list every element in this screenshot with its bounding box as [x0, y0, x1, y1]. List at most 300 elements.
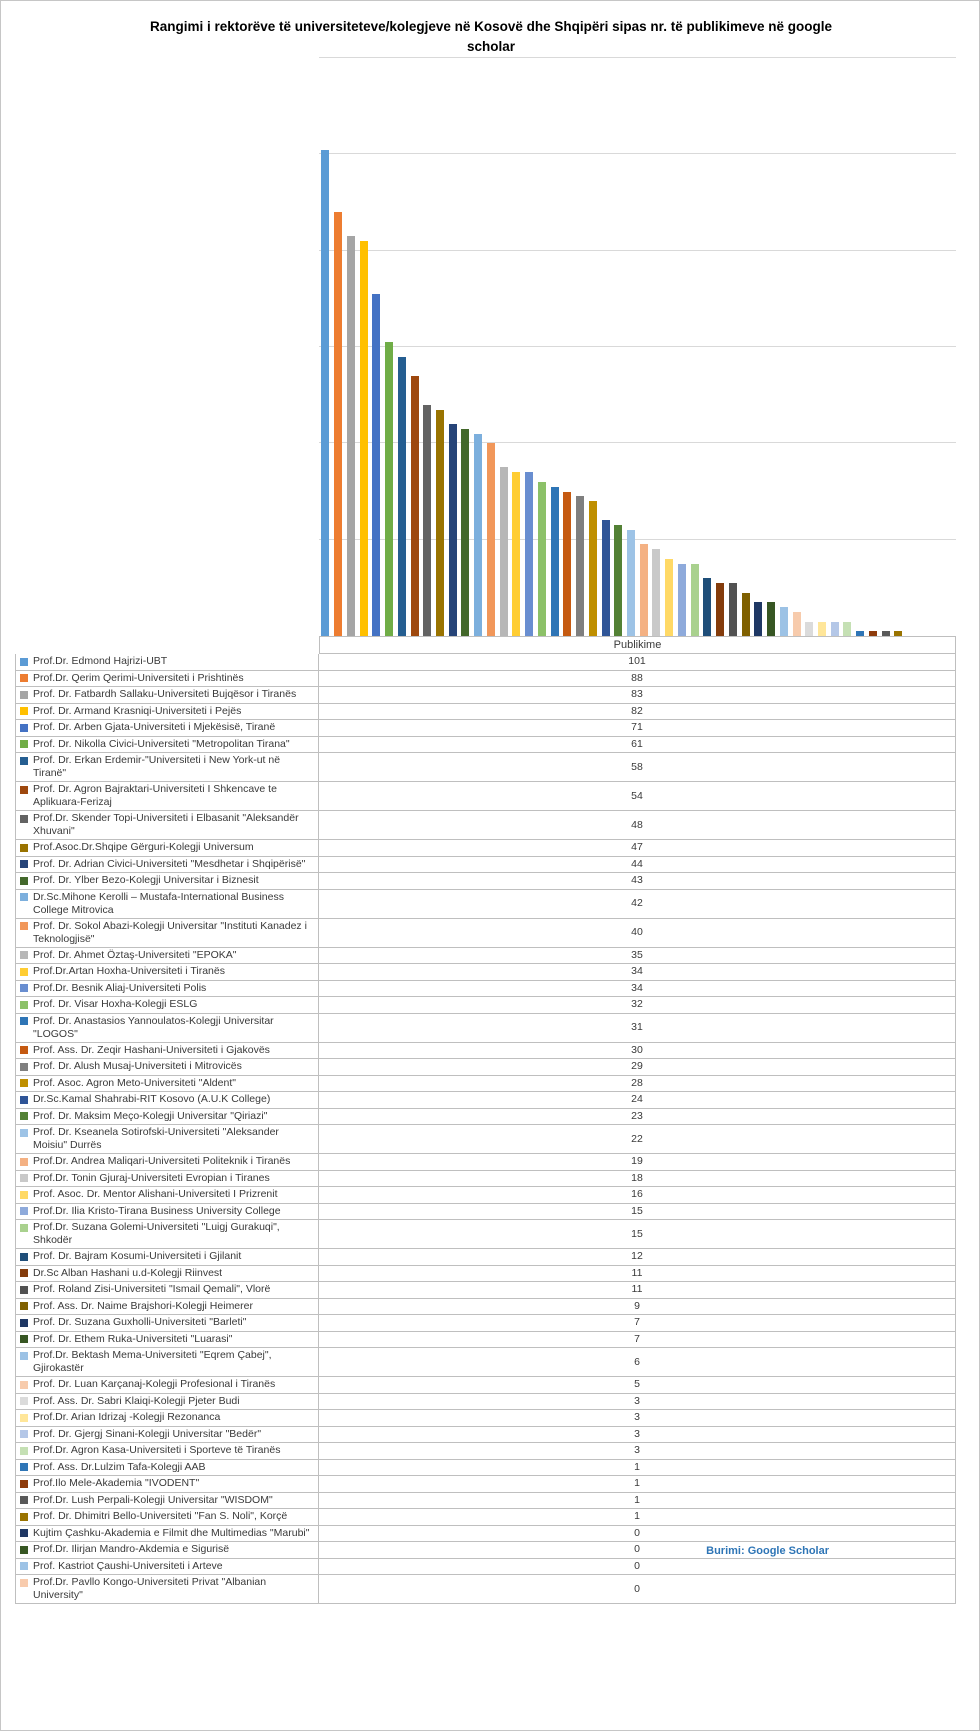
table-row	[15, 753, 956, 782]
rector-name-cell	[15, 1476, 319, 1493]
legend-color-swatch	[20, 1480, 28, 1488]
rector-name: Prof.Dr. Skender Topi-Universiteti i Elbasanit "Aleksandër Xhuvani"	[33, 812, 299, 837]
bar	[703, 578, 711, 636]
rector-name: Prof. Dr. Bajram Kosumi-Universiteti i Gjilanit	[33, 1250, 242, 1263]
rector-name: Prof.Dr. Ilirjan Mandro-Akdemia e Sigurisë	[33, 1543, 230, 1556]
rector-name: Prof.Dr. Suzana Golemi-Universiteti "Luigj Gurakuqi", Shkodër	[33, 1221, 280, 1246]
rector-name-cell	[15, 1059, 319, 1076]
rector-name: Prof.Ilo Mele-Akademia "IVODENT"	[33, 1477, 200, 1490]
rector-name: Prof. Dr. Agron Bajraktari-Universiteti I Shkencave te Aplikuara-Ferizaj	[33, 783, 277, 808]
publications-count: 23	[319, 1109, 956, 1126]
table-row	[15, 1154, 956, 1171]
bar	[665, 559, 673, 636]
rector-name-cell	[15, 1460, 319, 1477]
table-header-row	[15, 636, 956, 654]
legend-color-swatch	[20, 951, 28, 959]
table-row	[15, 1171, 956, 1188]
table-row	[15, 1377, 956, 1394]
publications-count: 11	[319, 1266, 956, 1283]
bar	[321, 150, 329, 636]
value-column-header: Publikime	[319, 636, 956, 654]
rector-name-cell	[15, 1315, 319, 1332]
rector-name-cell	[15, 981, 319, 998]
rector-name: Prof. Dr. Fatbardh Sallaku-Universiteti Bujqësor i Tiranës	[33, 688, 297, 701]
table-row	[15, 671, 956, 688]
bar	[563, 492, 571, 637]
rector-name: Prof.Dr. Andrea Maliqari-Universiteti Politeknik i Tiranës	[33, 1155, 291, 1168]
legend-color-swatch	[20, 1546, 28, 1554]
legend-color-swatch	[20, 1463, 28, 1471]
rector-name: Prof.Dr. Ilia Kristo-Tirana Business University College	[33, 1204, 281, 1217]
rector-name: Prof. Ass. Dr.Lulzim Tafa-Kolegji AAB	[33, 1460, 206, 1473]
rector-name-cell	[15, 1171, 319, 1188]
rector-name: Prof. Dr. Suzana Guxholli-Universiteti "Barleti"	[33, 1316, 247, 1329]
header-empty-cell	[15, 636, 319, 654]
rector-name: Dr.Sc Alban Hashani u.d-Kolegji Riinvest	[33, 1266, 223, 1279]
bar	[449, 424, 457, 636]
rector-name-cell	[15, 997, 319, 1014]
rector-name: Dr.Sc.Kamal Shahrabi-RIT Kosovo (A.U.K College)	[33, 1093, 271, 1106]
rector-name: Prof. Dr. Dhimitri Bello-Universiteti "Fan S. Noli", Korçë	[33, 1510, 288, 1523]
publications-count: 1	[319, 1493, 956, 1510]
publications-count: 22	[319, 1125, 956, 1154]
table-row	[15, 964, 956, 981]
legend-color-swatch	[20, 1063, 28, 1071]
table-row	[15, 782, 956, 811]
rector-name-cell	[15, 948, 319, 965]
legend-color-swatch	[20, 1579, 28, 1587]
bar	[767, 602, 775, 636]
publications-count: 47	[319, 840, 956, 857]
bar	[691, 564, 699, 636]
rector-name-cell	[15, 1410, 319, 1427]
legend-color-swatch	[20, 1253, 28, 1261]
bar	[716, 583, 724, 636]
legend-color-swatch	[20, 1286, 28, 1294]
rector-name: Prof. Dr. Kseanela Sotirofski-Universiteti "Aleksander Moisiu" Durrës	[33, 1126, 279, 1151]
publications-count: 9	[319, 1299, 956, 1316]
rector-name: Prof. Dr. Erkan Erdemir-"Universiteti i New York-ut në Tiranë"	[33, 754, 281, 779]
rector-name: Prof. Dr. Ethem Ruka-Universiteti "Luarasi"	[33, 1332, 233, 1345]
legend-color-swatch	[20, 1335, 28, 1343]
rector-name: Prof. Dr. Alush Musaj-Universiteti i Mitrovicës	[33, 1060, 242, 1073]
bar	[576, 496, 584, 636]
publications-count: 0	[319, 1526, 956, 1543]
rector-name: Prof. Dr. Nikolla Civici-Universiteti "Metropolitan Tirana"	[33, 737, 290, 750]
rector-name: Prof. Asoc. Dr. Mentor Alishani-Universiteti I Prizrenit	[33, 1188, 278, 1201]
legend-color-swatch	[20, 1269, 28, 1277]
chart-title: Rangimi i rektorëve të universiteteve/kolegjeve në Kosovë dhe Shqipëri sipas nr. të publikimeve në google scholar	[150, 19, 832, 54]
rector-name-cell	[15, 1526, 319, 1543]
legend-color-swatch	[20, 1191, 28, 1199]
rector-name: Prof.Dr.Artan Hoxha-Universiteti i Tiranës	[33, 965, 225, 978]
bar	[512, 472, 520, 636]
bar	[640, 544, 648, 636]
rector-name-cell	[15, 1043, 319, 1060]
publications-count: 3	[319, 1410, 956, 1427]
rector-name: Prof.Dr. Edmond Hajrizi-UBT	[33, 655, 168, 668]
table-row	[15, 687, 956, 704]
rector-name: Prof. Dr. Gjergj Sinani-Kolegji Universitar "Bedër"	[33, 1427, 262, 1440]
publications-count: 19	[319, 1154, 956, 1171]
bar	[627, 530, 635, 636]
legend-color-swatch	[20, 1017, 28, 1025]
table-row	[15, 811, 956, 840]
rector-name-cell	[15, 704, 319, 721]
table-row	[15, 1460, 956, 1477]
table-row	[15, 1509, 956, 1526]
publications-count: 3	[319, 1394, 956, 1411]
legend-color-swatch	[20, 1496, 28, 1504]
table-row	[15, 1332, 956, 1349]
rector-name-cell	[15, 873, 319, 890]
table-row	[15, 1249, 956, 1266]
publications-count: 32	[319, 997, 956, 1014]
rector-name-cell	[15, 1542, 319, 1559]
rector-name: Prof. Dr. Arben Gjata-Universiteti i Mjekësisë, Tiranë	[33, 721, 276, 734]
table-row	[15, 1410, 956, 1427]
rector-name: Prof.Dr. Lush Perpali-Kolegji Universitar "WISDOM"	[33, 1493, 273, 1506]
rector-name: Prof. Roland Zisi-Universiteti "Ismail Qemali", Vlorë	[33, 1283, 271, 1296]
publications-count: 34	[319, 964, 956, 981]
rector-name: Prof.Dr. Pavllo Kongo-Universiteti Privat "Albanian University"	[33, 1576, 267, 1601]
publications-count: 71	[319, 720, 956, 737]
rector-name: Prof.Dr. Bektash Mema-Universiteti "Eqrem Çabej", Gjirokastër	[33, 1349, 272, 1374]
rector-name-cell	[15, 1427, 319, 1444]
rector-name: Prof. Asoc. Agron Meto-Universiteti "Aldent"	[33, 1076, 236, 1089]
rector-name-cell	[15, 811, 319, 840]
table-row	[15, 1394, 956, 1411]
publications-count: 82	[319, 704, 956, 721]
bar	[780, 607, 788, 636]
publications-count: 44	[319, 857, 956, 874]
legend-color-swatch	[20, 1352, 28, 1360]
rector-name-cell	[15, 1076, 319, 1093]
rector-name-cell	[15, 1092, 319, 1109]
legend-color-swatch	[20, 1447, 28, 1455]
table-row	[15, 981, 956, 998]
table-row	[15, 1493, 956, 1510]
legend-color-swatch	[20, 691, 28, 699]
table-row	[15, 1059, 956, 1076]
table-row	[15, 1282, 956, 1299]
table-row	[15, 1348, 956, 1377]
publications-count: 3	[319, 1443, 956, 1460]
rector-name: Prof.Dr. Qerim Qerimi-Universiteti i Prishtinës	[33, 671, 244, 684]
legend-color-swatch	[20, 1079, 28, 1087]
table-row	[15, 1014, 956, 1043]
rector-name-cell	[15, 857, 319, 874]
bar	[411, 376, 419, 636]
rector-name-cell	[15, 840, 319, 857]
bar	[423, 405, 431, 636]
bar	[487, 443, 495, 636]
publications-count: 40	[319, 919, 956, 948]
table-row	[15, 1427, 956, 1444]
table-row	[15, 919, 956, 948]
rector-name-cell	[15, 1154, 319, 1171]
table-row	[15, 1526, 956, 1543]
publications-count: 6	[319, 1348, 956, 1377]
bar	[754, 602, 762, 636]
publications-count: 0	[319, 1542, 956, 1559]
legend-color-swatch	[20, 1129, 28, 1137]
legend-table	[15, 636, 956, 1604]
publications-count: 101	[319, 654, 956, 671]
publications-count: 11	[319, 1282, 956, 1299]
bar	[474, 434, 482, 636]
rector-name: Prof. Ass. Dr. Sabri Klaiqi-Kolegji Pjeter Budi	[33, 1394, 240, 1407]
legend-color-swatch	[20, 893, 28, 901]
table-row	[15, 1299, 956, 1316]
rector-name-cell	[15, 1282, 319, 1299]
legend-color-swatch	[20, 1319, 28, 1327]
bar	[818, 622, 826, 636]
rector-name-cell	[15, 1493, 319, 1510]
bar	[334, 212, 342, 636]
publications-count: 1	[319, 1509, 956, 1526]
bar	[831, 622, 839, 636]
rector-name-cell	[15, 1014, 319, 1043]
bar	[589, 501, 597, 636]
publications-count: 31	[319, 1014, 956, 1043]
bar	[500, 467, 508, 636]
legend-color-swatch	[20, 1414, 28, 1422]
publications-count: 5	[319, 1377, 956, 1394]
rector-name: Prof. Ass. Dr. Zeqir Hashani-Universiteti i Gjakovës	[33, 1043, 270, 1056]
publications-count: 28	[319, 1076, 956, 1093]
rector-name: Prof. Dr. Maksim Meço-Kolegji Universitar "Qiriazi"	[33, 1109, 268, 1122]
bar	[793, 612, 801, 636]
bar	[347, 236, 355, 636]
publications-count: 1	[319, 1460, 956, 1477]
publications-count: 0	[319, 1559, 956, 1576]
rector-name: Prof. Dr. Luan Karçanaj-Kolegji Profesional i Tiranës	[33, 1378, 276, 1391]
rector-name-cell	[15, 1509, 319, 1526]
bar	[398, 357, 406, 636]
rector-name: Prof. Dr. Adrian Civici-Universiteti "Mesdhetar i Shqipërisë"	[33, 857, 306, 870]
publications-count: 12	[319, 1249, 956, 1266]
rector-name-cell	[15, 782, 319, 811]
table-row	[15, 1109, 956, 1126]
bar	[805, 622, 813, 636]
bar	[461, 429, 469, 636]
source-note: Burimi: Google Scholar	[706, 1545, 829, 1557]
rector-name: Prof. Dr. Ylber Bezo-Kolegji Universitar i Biznesit	[33, 874, 259, 887]
legend-color-swatch	[20, 877, 28, 885]
rector-name-cell	[15, 1125, 319, 1154]
rector-name-cell	[15, 1394, 319, 1411]
publications-count: 7	[319, 1332, 956, 1349]
rector-name: Prof. Kastriot Çaushi-Universiteti i Arteve	[33, 1559, 223, 1572]
bar	[385, 342, 393, 636]
rector-name-cell	[15, 1332, 319, 1349]
rector-name-cell	[15, 1299, 319, 1316]
legend-color-swatch	[20, 1158, 28, 1166]
table-row	[15, 1092, 956, 1109]
table-row	[15, 1204, 956, 1221]
bar	[538, 482, 546, 636]
table-row	[15, 720, 956, 737]
bar	[678, 564, 686, 636]
legend-color-swatch	[20, 922, 28, 930]
legend-color-swatch	[20, 1302, 28, 1310]
table-row	[15, 1125, 956, 1154]
legend-color-swatch	[20, 1430, 28, 1438]
rector-name: Prof.Dr. Agron Kasa-Universiteti i Sporteve të Tiranës	[33, 1444, 281, 1457]
bar	[614, 525, 622, 636]
rector-name: Kujtim Çashku-Akademia e Filmit dhe Multimedias "Marubi"	[33, 1526, 310, 1539]
publications-count: 24	[319, 1092, 956, 1109]
table-row	[15, 1043, 956, 1060]
publications-count: 58	[319, 753, 956, 782]
rector-name-cell	[15, 753, 319, 782]
publications-count: 48	[319, 811, 956, 840]
legend-color-swatch	[20, 674, 28, 682]
rector-name-cell	[15, 1204, 319, 1221]
rector-name: Prof. Ass. Dr. Naime Brajshori-Kolegji Heimerer	[33, 1299, 253, 1312]
publications-count: 29	[319, 1059, 956, 1076]
table-row	[15, 1220, 956, 1249]
legend-color-swatch	[20, 658, 28, 666]
bar	[602, 520, 610, 636]
publications-count: 34	[319, 981, 956, 998]
table-row	[15, 948, 956, 965]
rector-name: Prof.Asoc.Dr.Shqipe Gërguri-Kolegji Universum	[33, 841, 254, 854]
publications-count: 3	[319, 1427, 956, 1444]
rector-name-cell	[15, 1109, 319, 1126]
legend-color-swatch	[20, 1207, 28, 1215]
chart-plot-area	[319, 58, 956, 637]
rector-name-cell	[15, 1249, 319, 1266]
publications-count: 15	[319, 1220, 956, 1249]
legend-color-swatch	[20, 707, 28, 715]
bar-series	[319, 58, 956, 636]
table-row	[15, 857, 956, 874]
rector-name: Prof. Dr. Sokol Abazi-Kolegji Universitar "Instituti Kanadez i Teknologjisë"	[33, 919, 307, 945]
table-row	[15, 1575, 956, 1604]
bar	[436, 410, 444, 636]
publications-count: 54	[319, 782, 956, 811]
rector-name-cell	[15, 737, 319, 754]
table-row	[15, 873, 956, 890]
rector-name-cell	[15, 1575, 319, 1604]
legend-color-swatch	[20, 984, 28, 992]
legend-color-swatch	[20, 1513, 28, 1521]
bar	[742, 593, 750, 636]
legend-color-swatch	[20, 740, 28, 748]
table-row	[15, 704, 956, 721]
bar	[360, 241, 368, 636]
rector-name-cell	[15, 687, 319, 704]
rector-name-cell	[15, 654, 319, 671]
legend-color-swatch	[20, 968, 28, 976]
table-row	[15, 1315, 956, 1332]
rector-name: Prof. Dr. Armand Krasniqi-Universiteti i Pejës	[33, 704, 242, 717]
publications-count: 43	[319, 873, 956, 890]
rector-name-cell	[15, 1187, 319, 1204]
rector-name-cell	[15, 1443, 319, 1460]
bar	[729, 583, 737, 636]
publications-count: 0	[319, 1575, 956, 1604]
rector-name: Prof. Dr. Anastasios Yannoulatos-Kolegji Universitar "LOGOS"	[33, 1014, 274, 1040]
rector-name: Dr.Sc.Mihone Kerolli – Mustafa-International Business College Mitrovica	[33, 890, 284, 916]
legend-color-swatch	[20, 724, 28, 732]
bar	[372, 294, 380, 636]
legend-color-swatch	[20, 1381, 28, 1389]
legend-color-swatch	[20, 1397, 28, 1405]
legend-color-swatch	[20, 1562, 28, 1570]
bar	[652, 549, 660, 636]
rector-name-cell	[15, 1220, 319, 1249]
publications-count: 30	[319, 1043, 956, 1060]
rector-name-cell	[15, 1377, 319, 1394]
table-row	[15, 890, 956, 919]
rector-name: Prof. Dr. Visar Hoxha-Kolegji ESLG	[33, 998, 198, 1011]
rector-name-cell	[15, 1348, 319, 1377]
publications-count: 18	[319, 1171, 956, 1188]
table-row	[15, 1559, 956, 1576]
rector-name-cell	[15, 1266, 319, 1283]
legend-color-swatch	[20, 1174, 28, 1182]
table-row	[15, 1443, 956, 1460]
publications-count: 83	[319, 687, 956, 704]
rector-name: Prof. Dr. Ahmet Öztaş-Universiteti "EPOKA"	[33, 948, 237, 961]
legend-color-swatch	[20, 757, 28, 765]
rector-name-cell	[15, 1559, 319, 1576]
rector-name-cell	[15, 919, 319, 948]
bar	[525, 472, 533, 636]
legend-color-swatch	[20, 1112, 28, 1120]
publications-count: 7	[319, 1315, 956, 1332]
legend-color-swatch	[20, 1096, 28, 1104]
publications-count: 35	[319, 948, 956, 965]
rector-name-cell	[15, 964, 319, 981]
publications-count: 88	[319, 671, 956, 688]
table-row	[15, 1076, 956, 1093]
legend-rows	[15, 654, 956, 1604]
legend-color-swatch	[20, 1001, 28, 1009]
publications-count: 42	[319, 890, 956, 919]
bar	[551, 487, 559, 636]
table-row	[15, 654, 956, 671]
publications-count: 1	[319, 1476, 956, 1493]
legend-color-swatch	[20, 815, 28, 823]
bar	[843, 622, 851, 636]
legend-color-swatch	[20, 1224, 28, 1232]
rector-name-cell	[15, 890, 319, 919]
table-row	[15, 1187, 956, 1204]
table-row	[15, 997, 956, 1014]
publications-count: 61	[319, 737, 956, 754]
legend-color-swatch	[20, 844, 28, 852]
table-row	[15, 737, 956, 754]
publications-count: 15	[319, 1204, 956, 1221]
rector-name: Prof.Dr. Arian Idrizaj -Kolegji Rezonanca	[33, 1411, 221, 1424]
legend-color-swatch	[20, 786, 28, 794]
rector-name: Prof.Dr. Tonin Gjuraj-Universiteti Evropian i Tiranes	[33, 1171, 270, 1184]
legend-color-swatch	[20, 860, 28, 868]
table-row	[15, 840, 956, 857]
legend-color-swatch	[20, 1529, 28, 1537]
rector-name-cell	[15, 720, 319, 737]
publications-count: 16	[319, 1187, 956, 1204]
legend-color-swatch	[20, 1046, 28, 1054]
table-row	[15, 1266, 956, 1283]
table-row	[15, 1476, 956, 1493]
rector-name-cell	[15, 671, 319, 688]
rector-name: Prof.Dr. Besnik Aliaj-Universiteti Polis	[33, 981, 207, 994]
